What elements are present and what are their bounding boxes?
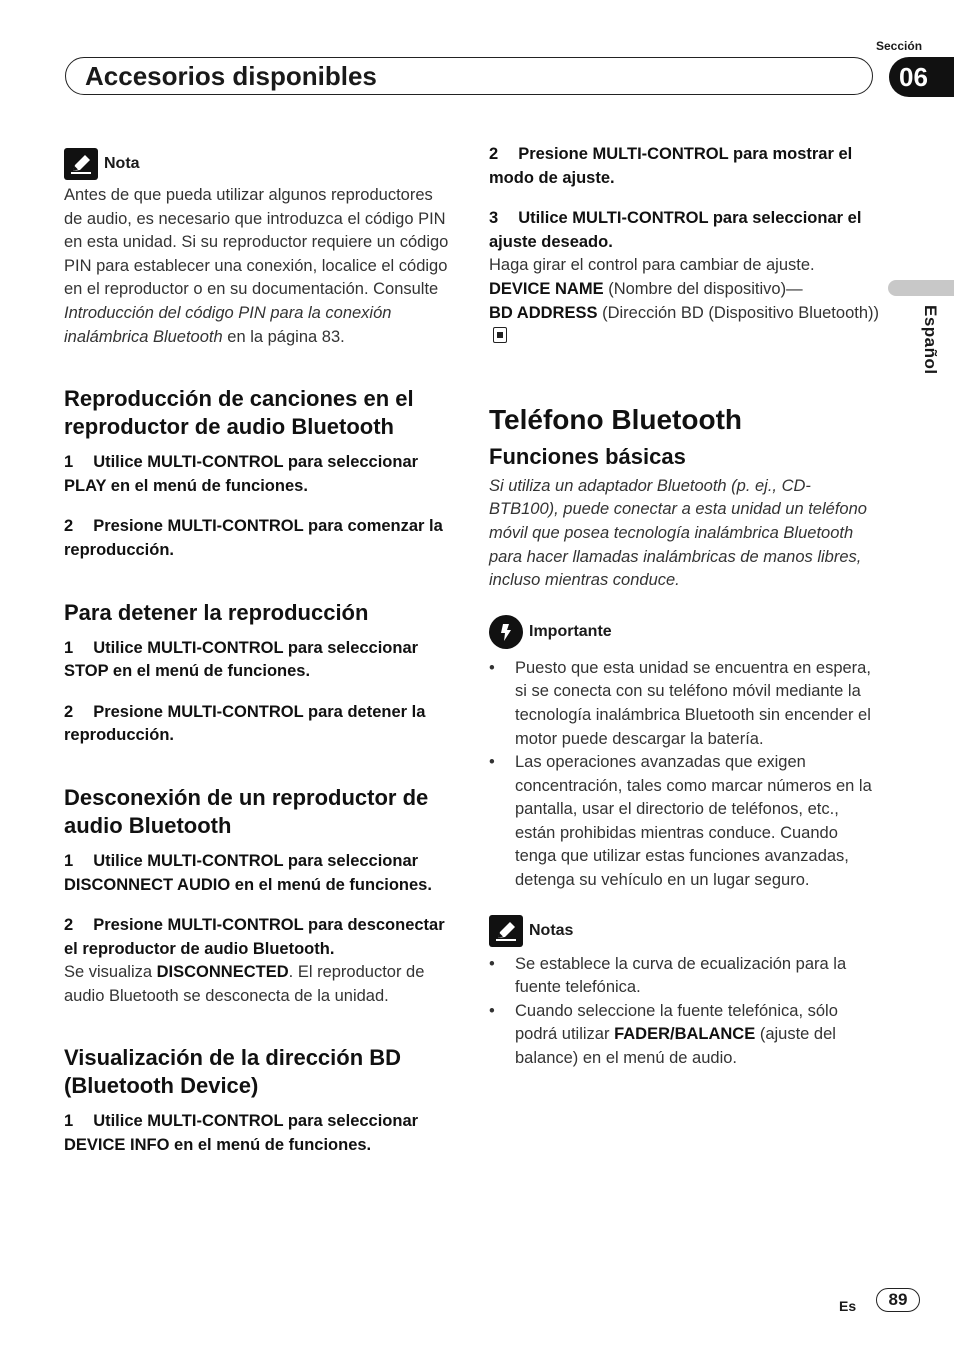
body-text: Se visualiza [64, 963, 157, 982]
step-bd-3-body: Haga girar el control para cambiar de ajuste. [489, 256, 815, 275]
option-bd-address: BD ADDRESS [489, 303, 598, 322]
step-number: 2 [64, 916, 74, 935]
option-text: (Dirección BD (Dispositivo Bluetooth)) [597, 303, 879, 322]
note-title: Nota [104, 155, 140, 172]
step-text: Utilice MULTI-CONTROL para seleccionar DISCONNECT AUDIO en el menú de funciones. [64, 851, 432, 894]
step-number: 1 [64, 851, 74, 870]
notes-list [489, 953, 879, 1071]
page-title: Accesorios disponibles [85, 61, 377, 91]
language-label: Español [921, 305, 940, 375]
step-text: Utilice MULTI-CONTROL para seleccionar STOP en el menú de funciones. [64, 638, 419, 681]
list-item [489, 1000, 879, 1071]
step-number: 1 [64, 1112, 74, 1131]
pencil-note-icon [64, 148, 98, 180]
page-number-badge [876, 1288, 920, 1312]
step-text: Utilice MULTI-CONTROL para seleccionar el ajuste deseado. [489, 209, 862, 251]
step-stop-2 [64, 701, 454, 748]
step-text: Presione MULTI-CONTROL para mostrar el modo de ajuste. [489, 145, 853, 187]
note-link-title: Introducción del código PIN para la conexión inalámbrica Bluetooth [64, 303, 392, 346]
section-heading-stop: Para detener la reproducción [64, 599, 369, 625]
right-column [489, 143, 879, 1071]
notes-header [489, 915, 879, 947]
left-column [64, 148, 454, 1158]
page-number: 89 [888, 1290, 908, 1309]
section-label: Sección [876, 39, 923, 53]
phone-intro: Si utiliza un adaptador Bluetooth (p. ej., CD-BTB100), puede conectar a esta unidad un teléfono móvil que posea tecnología inalámbrica Bluetooth para hacer llamadas inalámbricas de manos libres, incluso mientras conduce. [489, 476, 867, 590]
note-text-a: Antes de que pueda utilizar algunos reproductores de audio, es necesario que introduzca el código PIN en esta unidad. Si su reproductor requiere un código PIN para establecer una conexión, localice el código en el reproductor o en su documentación. Consulte [64, 186, 449, 299]
step-text: Utilice MULTI-CONTROL para seleccionar DEVICE INFO en el menú de funciones. [64, 1112, 419, 1155]
fader-balance-label: FADER/BALANCE [614, 1025, 756, 1044]
pencil-note-icon [489, 915, 523, 947]
section-number-badge [889, 57, 954, 97]
section-heading-disconnect: Desconexión de un reproductor de audio Bluetooth [64, 784, 429, 838]
step-text: Presione MULTI-CONTROL para desconectar el reproductor de audio Bluetooth. [64, 916, 445, 958]
step-number: 1 [64, 453, 74, 472]
body-text: . El reproductor de audio Bluetooth se desconecta de la unidad. [64, 963, 425, 1005]
step-disconnect-2 [64, 914, 454, 961]
important-list [489, 657, 879, 893]
option-device-name: DEVICE NAME [489, 279, 604, 298]
step-bd-2 [489, 143, 879, 190]
step-play-2 [64, 515, 454, 562]
subheading-basic-functions: Funciones básicas [489, 443, 686, 469]
step-number: 2 [489, 145, 499, 163]
step-number: 2 [64, 702, 74, 721]
step-bd-1 [64, 1110, 454, 1157]
language-tab [888, 280, 954, 296]
end-of-section-icon [493, 327, 507, 343]
list-item: • Puesto que esta unidad se encuentra en espera, si se conecta con su teléfono móvil mediante la tecnología inalámbrica Bluetooth sin encender el motor puede descargar la batería. [489, 657, 879, 751]
display-message: DISCONNECTED [156, 963, 289, 982]
section-heading-playback: Reproducción de canciones en el reproductor de audio Bluetooth [64, 386, 414, 440]
important-header [489, 615, 879, 649]
step-text: Utilice MULTI-CONTROL para seleccionar PLAY en el menú de funciones. [64, 453, 419, 495]
list-item: • Se establece la curva de ecualización para la fuente telefónica. [489, 953, 879, 1000]
setting-options [489, 278, 879, 349]
step-disconnect-1 [64, 850, 454, 897]
step-stop-1 [64, 637, 454, 684]
note-text: (ajuste del balance) en el menú de audio. [515, 1025, 836, 1068]
section-number: 06 [899, 61, 928, 92]
note-text-b: en la página 83. [222, 327, 345, 346]
disconnect-body [64, 961, 454, 1008]
list-item: • Las operaciones avanzadas que exigen concentración, tales como marcar números en la pantalla, usar el directorio de teléfonos, etc., están prohibidas mientras conduce. Cuando tenga que utilizar estas funciones avanzadas, detenga su vehículo en un lugar seguro. [489, 751, 879, 893]
important-title: Importante [529, 622, 612, 640]
step-number: 1 [64, 638, 74, 657]
option-text: (Nombre del dispositivo)— [603, 279, 803, 298]
note-text: Cuando seleccione la fuente telefónica, sólo podrá utilizar [515, 1001, 838, 1044]
notes-title: Notas [529, 921, 574, 939]
section-heading-bd-address: Visualización de la dirección BD (Bluetooth Device) [64, 1045, 402, 1099]
footer-language-code: Es [839, 1298, 857, 1314]
step-number: 3 [489, 209, 499, 228]
section-heading-phone: Teléfono Bluetooth [489, 403, 742, 435]
step-text: Presione MULTI-CONTROL para comenzar la reproducción. [64, 517, 443, 559]
step-text: Presione MULTI-CONTROL para detener la reproducción. [64, 702, 426, 745]
step-play-1 [64, 451, 454, 498]
step-number: 2 [64, 517, 74, 536]
note-header [64, 148, 454, 180]
step-bd-3 [489, 207, 879, 254]
note-text [64, 184, 454, 349]
important-icon [489, 615, 523, 649]
